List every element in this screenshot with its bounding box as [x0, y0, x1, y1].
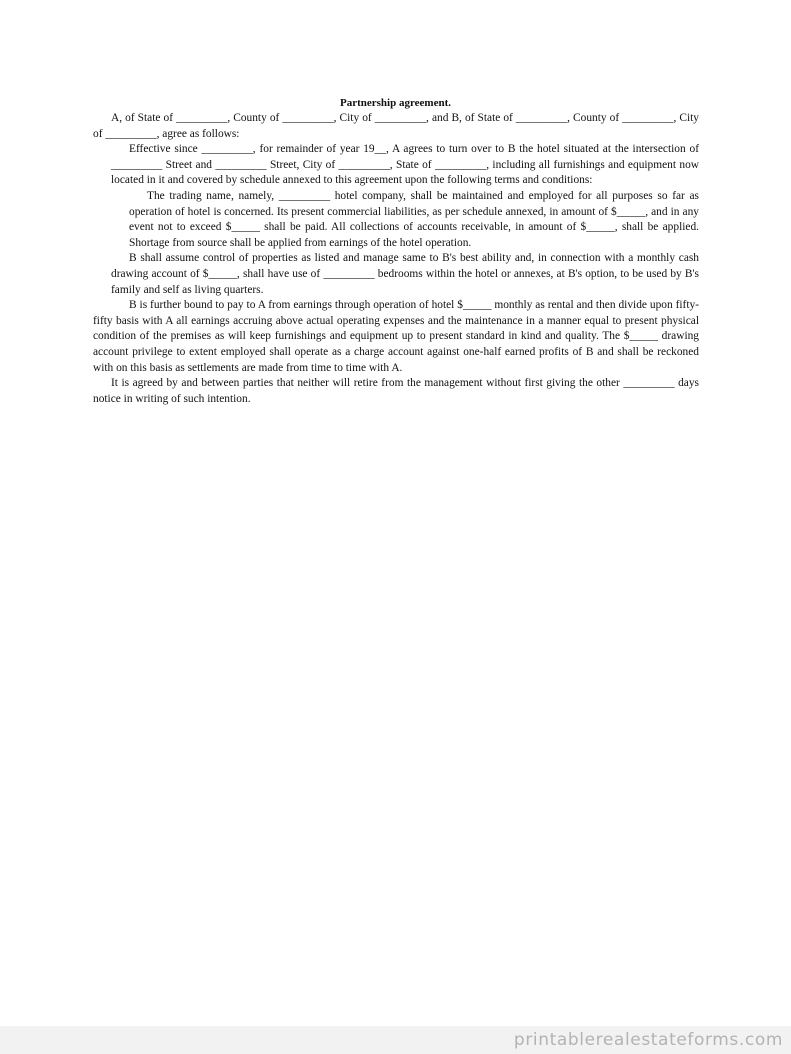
document-title: Partnership agreement. — [340, 97, 451, 109]
paragraph-retirement: It is agreed by and between parties that neither will retire from the management without first giving the other _________ days notice in writing of such intention. — [93, 377, 699, 405]
paragraph-parties: A, of State of _________, County of _________, City of _________, and B, of State of _________, County of _________, City of _________, agree as follows: — [93, 112, 699, 140]
document-body — [93, 111, 699, 407]
paragraph-effective: Effective since _________, for remainder of year 19__, A agrees to turn over to B the hotel situated at the intersection of _________ Street and _________ Street, City of _________, State of _________, including all furnishings and equipment now located in it and covered by schedule annexed to this agreement upon the following terms and conditions: — [111, 143, 699, 187]
footer-watermark: printablerealestateforms.com — [513, 1030, 783, 1050]
paragraph-trading-name: The trading name, namely, _________ hotel company, shall be maintained and employed for all purposes so far as operation of hotel is concerned. Its present commercial liabilities, as per schedule annexed, in amount of $_____, and in any event not to exceed $_____ shall be paid. All collections of accounts receivable, in amount of $_____, shall be applied. Shortage from source shall be applied from earnings of the hotel operation. — [129, 189, 699, 249]
paragraph-payment: B is further bound to pay to A from earnings through operation of hotel $_____ monthly as rental and then divide upon fifty-fifty basis with A all earnings accruing above actual operating expenses and the maintenance in a manner equal to present physical condition of the premises as will keep furnishings and equipment up to present standard in kind and quality. The $_____ drawing account privilege to extent employed shall operate as a charge account against one-half earned profits of B and shall be reckoned with on this basis as settlements are made from time to time with A. — [93, 299, 699, 374]
terms-block — [129, 189, 699, 251]
paragraph-control: B shall assume control of properties as listed and manage same to B's best ability and, in connection with a monthly cash drawing account of $_____, shall have use of _________ bedrooms within the hotel or annexes, at B's option, to be used by B's family and self as living quarters. — [111, 252, 699, 296]
